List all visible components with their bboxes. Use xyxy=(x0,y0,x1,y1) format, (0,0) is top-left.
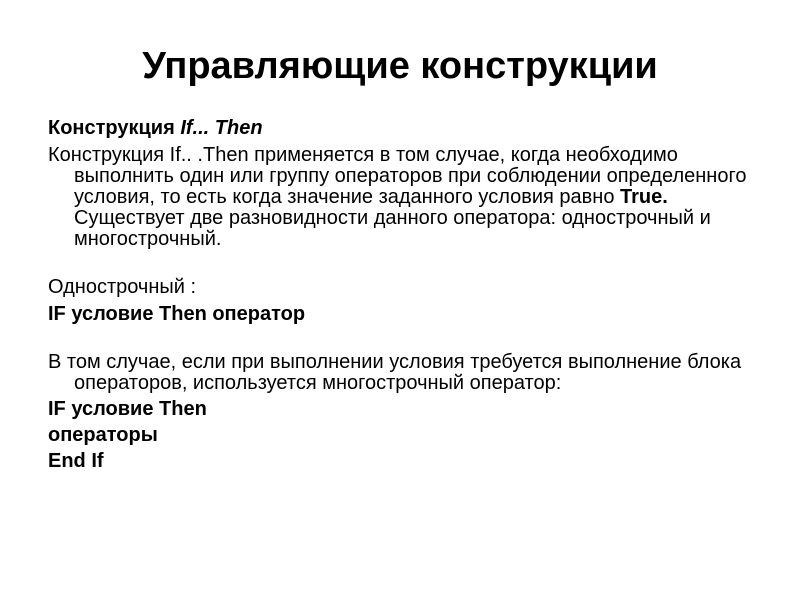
section-heading-keyword: If... Then xyxy=(180,117,263,139)
intro-true-keyword: True. xyxy=(620,186,668,208)
slide-body xyxy=(48,118,768,472)
single-line-syntax: IF условие Then оператор xyxy=(48,303,306,325)
multi-line-syntax-if: IF условие Then xyxy=(48,398,207,420)
intro-paragraph xyxy=(48,145,768,250)
single-line-label: Однострочный : xyxy=(48,276,197,298)
multi-line-syntax-statements: операторы xyxy=(48,424,158,446)
section-heading-prefix: Конструкция xyxy=(48,117,181,139)
section-heading xyxy=(48,118,768,139)
intro-text-after: Существует две разновидности данного оператора: однострочный и многострочный. xyxy=(74,207,711,250)
multi-line-syntax-end: End If xyxy=(48,450,104,472)
slide-title: Управляющие конструкции xyxy=(142,45,658,87)
multi-line-description: В том случае, если при выполнении условия требуется выполнение блока операторов, используется многострочный оператор: xyxy=(48,351,742,394)
intro-text-before: Конструкция If.. .Then применяется в том случае, когда необходимо выполнить один или группу операторов при соблюдении определенного условия, то есть когда значение заданного условия равно xyxy=(48,144,747,208)
